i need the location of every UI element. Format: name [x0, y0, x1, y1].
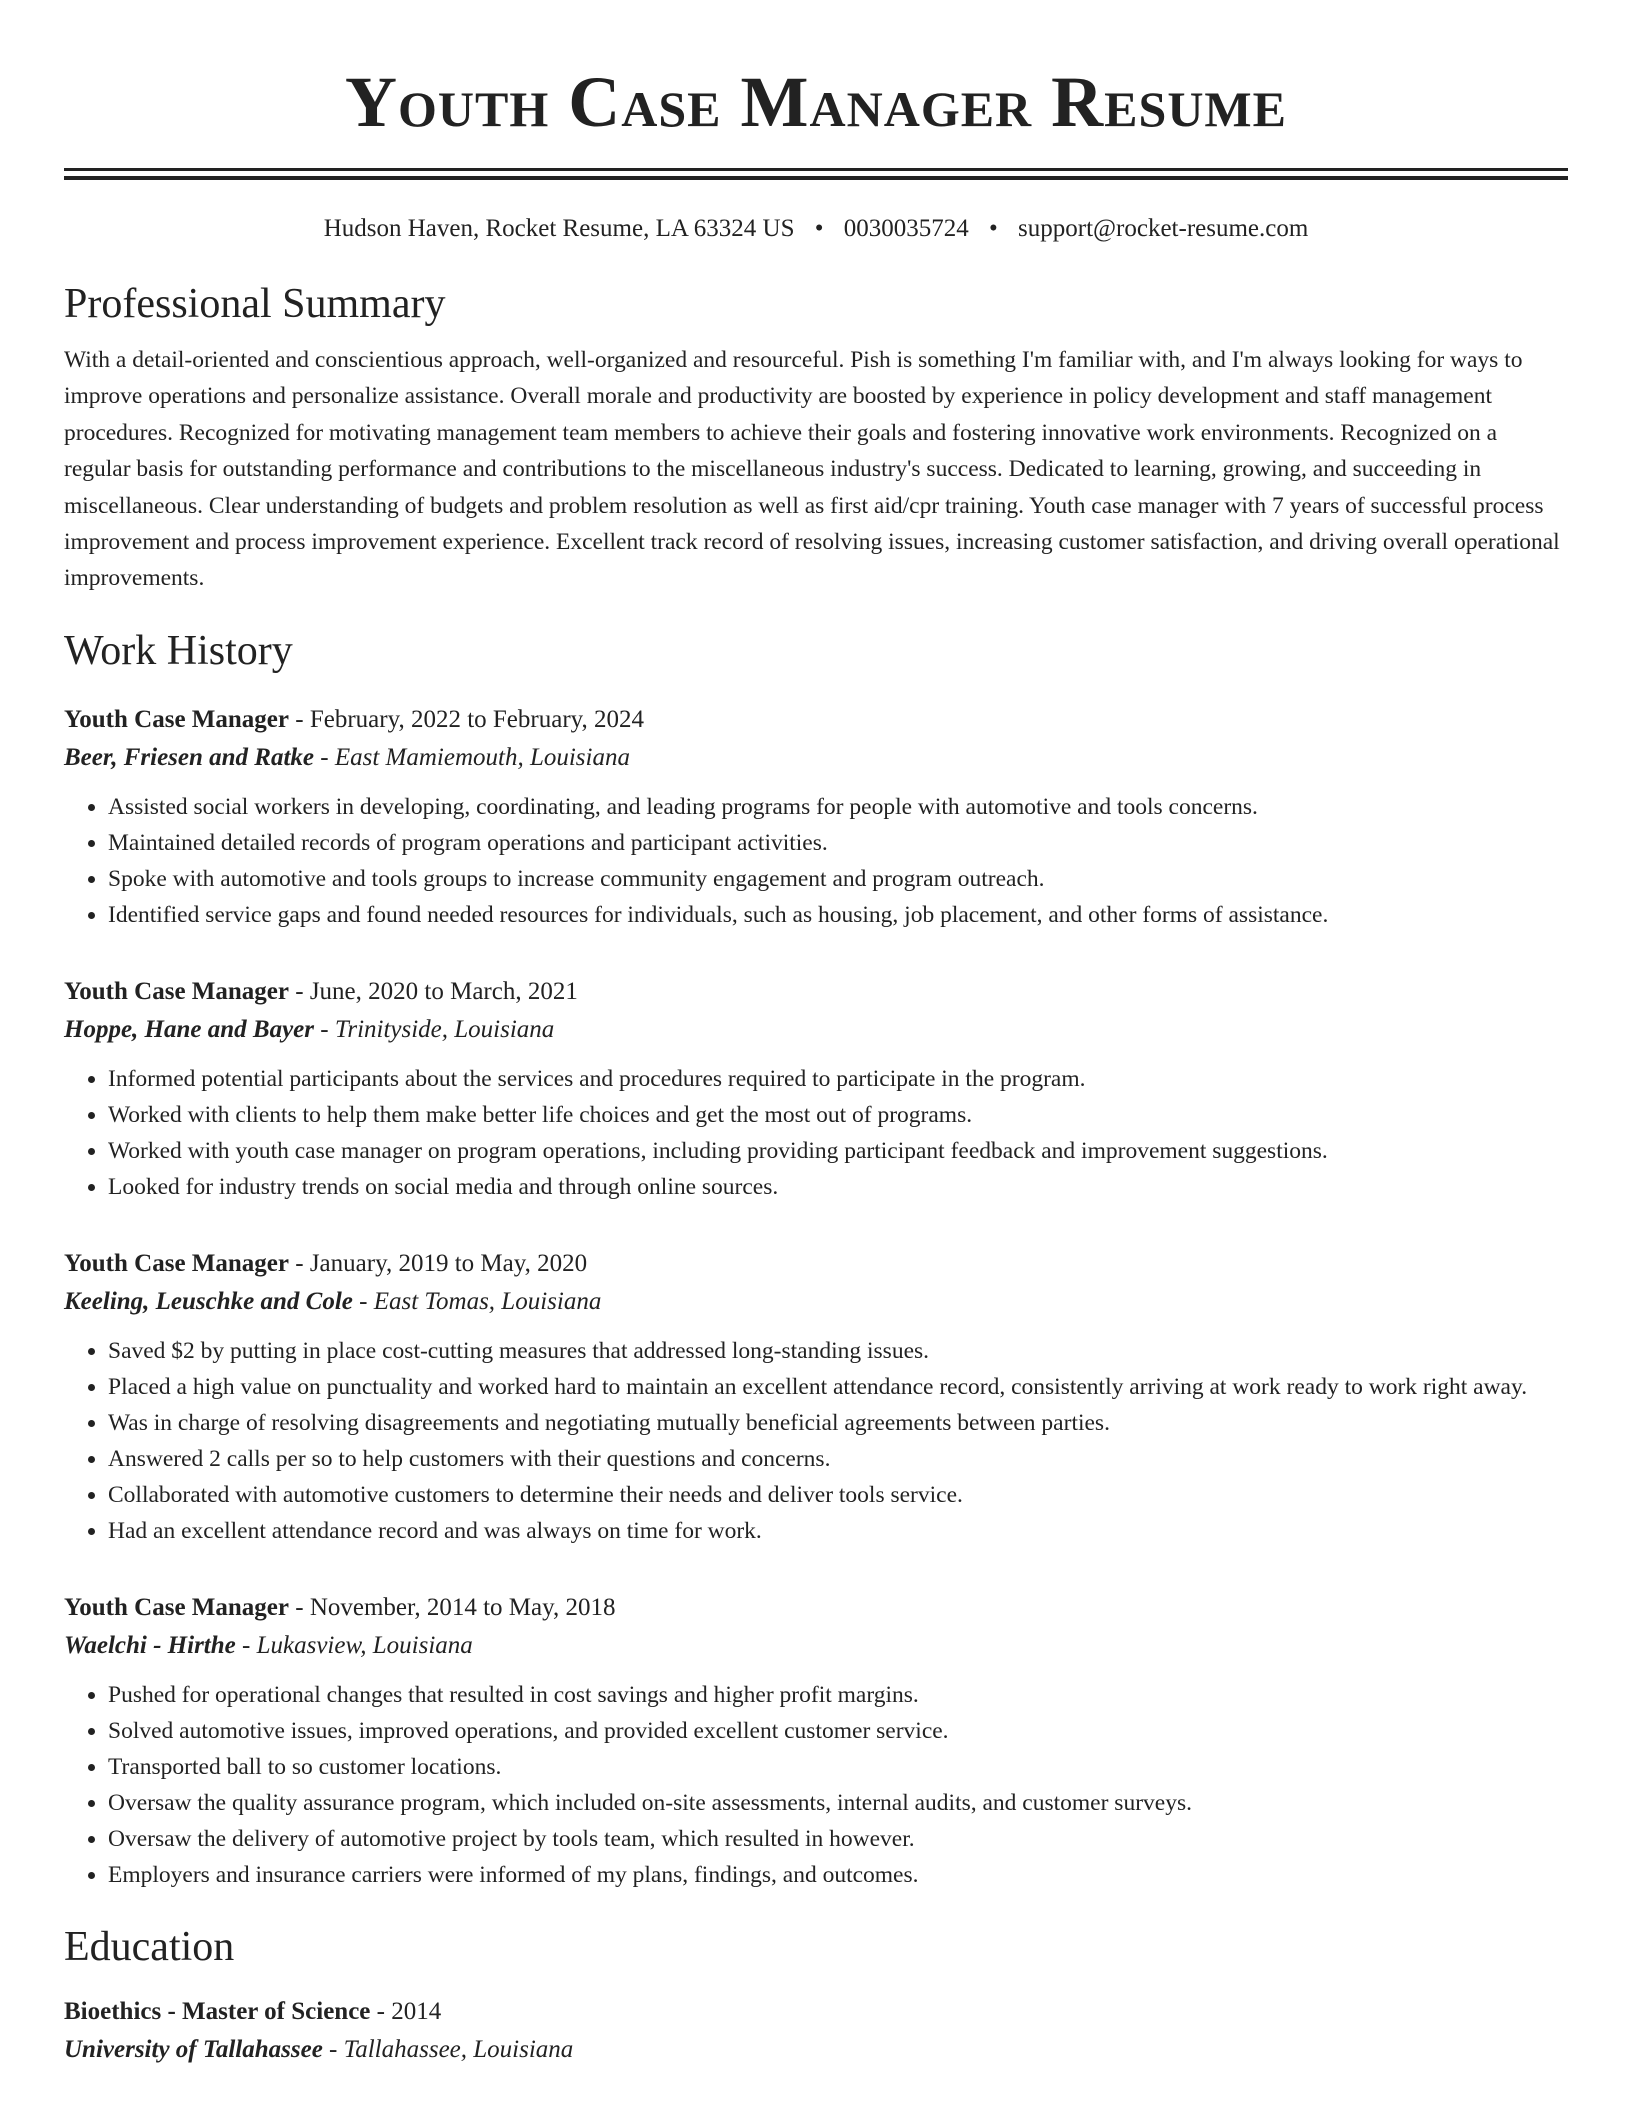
- job-title-line: [64, 973, 1568, 1011]
- job-bullet: • Employers and insurance carriers were informed of my plans, findings, and outcomes.: [108, 1857, 1568, 1893]
- education-degree-line: [64, 1993, 1568, 2031]
- job-bullet: • Transported ball to so customer locations.: [108, 1749, 1568, 1785]
- job-bullet: • Collaborated with automotive customers to determine their needs and deliver tools service.: [108, 1477, 1568, 1513]
- job-bullet: • Pushed for operational changes that resulted in cost savings and higher profit margins.: [108, 1677, 1568, 1713]
- job-entry: [64, 701, 1568, 933]
- job-bullet: • Informed potential participants about the services and procedures required to participate in the program.: [108, 1061, 1568, 1097]
- contact-email: support@rocket-resume.com: [1018, 215, 1309, 242]
- summary-text: With a detail-oriented and conscientious approach, well-organized and resourceful. Pish is something I'm familiar with, and I'm always looking for ways to improve operations and personalize assistance. Overall morale and productivity are boosted by experience in policy development and staff management procedures. Recognized for motivating management team members to achieve their goals and fostering innovative work environments. Recognized on a regular basis for outstanding performance and contributions to the miscellaneous industry's success. Dedicated to learning, growing, and succeeding in miscellaneous. Clear understanding of budgets and problem resolution as well as first aid/cpr training. Youth case manager with 7 years of successful process improvement and process improvement experience. Excellent track record of resolving issues, increasing customer satisfaction, and driving overall operational improvements.: [64, 347, 1560, 592]
- job-dates: - January, 2019 to May, 2020: [289, 1249, 588, 1277]
- job-role: Youth Case Manager: [64, 705, 289, 733]
- job-title-line: [64, 701, 1568, 739]
- education-heading: Education: [64, 1923, 235, 1970]
- job-title-line: [64, 1589, 1568, 1627]
- job-role: Youth Case Manager: [64, 1249, 289, 1277]
- job-bullet: • Answered 2 calls per so to help customers with their questions and concerns.: [108, 1441, 1568, 1477]
- summary-heading: Professional Summary: [64, 281, 446, 327]
- job-bullet: • Solved automotive issues, improved operations, and provided excellent customer service.: [108, 1713, 1568, 1749]
- job-bullet: • Looked for industry trends on social media and through online sources.: [108, 1169, 1568, 1205]
- job-entry: [64, 1245, 1568, 1549]
- job-location: - East Tomas, Louisiana: [352, 1287, 602, 1315]
- job-bullet: • Worked with clients to help them make better life choices and get the most out of programs.: [108, 1097, 1568, 1133]
- resume-page: [64, 0, 1568, 2069]
- job-bullet: • Saved $2 by putting in place cost-cutting measures that addressed long-standing issues.: [108, 1333, 1568, 1369]
- job-bullet-list: [64, 789, 1568, 933]
- job-dates: - February, 2022 to February, 2024: [289, 705, 645, 733]
- job-employer-line: [64, 739, 1568, 777]
- education-school: University of Tallahassee: [64, 2035, 323, 2063]
- job-role: Youth Case Manager: [64, 977, 289, 1005]
- education-location: - Tallahassee, Louisiana: [322, 2035, 574, 2063]
- job-bullet: • Oversaw the quality assurance program, which included on-site assessments, internal audits, and customer surveys.: [108, 1785, 1568, 1821]
- job-location: - Lukasview, Louisiana: [235, 1631, 473, 1659]
- job-role: Youth Case Manager: [64, 1593, 289, 1621]
- title-double-rule: [64, 168, 1568, 180]
- education-entry: [64, 1993, 1568, 2069]
- job-bullet: • Identified service gaps and found needed resources for individuals, such as housing, job placement, and other forms of assistance.: [108, 897, 1568, 933]
- job-title-line: [64, 1245, 1568, 1283]
- job-location: - East Mamiemouth, Louisiana: [314, 743, 630, 771]
- contact-line: [64, 212, 1568, 246]
- work-history-heading: Work History: [64, 627, 293, 674]
- job-bullet: • Oversaw the delivery of automotive project by tools team, which resulted in however.: [108, 1821, 1568, 1857]
- job-bullet-list: [64, 1677, 1568, 1893]
- contact-separator: •: [814, 215, 824, 242]
- job-entry: [64, 973, 1568, 1205]
- job-bullet: • Assisted social workers in developing, coordinating, and leading programs for people with automotive and tools concerns.: [108, 789, 1568, 825]
- job-employer-line: [64, 1627, 1568, 1665]
- work-history-list: [64, 701, 1568, 1893]
- education-degree: Bioethics - Master of Science: [64, 1997, 371, 2025]
- job-location: - Trinityside, Louisiana: [314, 1015, 555, 1043]
- contact-phone: 0030035724: [843, 215, 969, 242]
- job-employer: Hoppe, Hane and Bayer: [64, 1015, 314, 1043]
- job-employer: Beer, Friesen and Ratke: [64, 743, 315, 771]
- job-bullet: • Had an excellent attendance record and was always on time for work.: [108, 1513, 1568, 1549]
- job-bullet: • Worked with youth case manager on program operations, including providing participant feedback and improvement suggestions.: [108, 1133, 1568, 1169]
- job-bullet: • Spoke with automotive and tools groups to increase community engagement and program outreach.: [108, 861, 1568, 897]
- job-dates: - June, 2020 to March, 2021: [289, 977, 578, 1005]
- job-entry: [64, 1589, 1568, 1893]
- resume-title: Youth Case Manager Resume: [345, 62, 1287, 142]
- job-bullet: • Was in charge of resolving disagreements and negotiating mutually beneficial agreements between parties.: [108, 1405, 1568, 1441]
- education-school-line: [64, 2031, 1568, 2069]
- job-employer-line: [64, 1011, 1568, 1049]
- job-employer: Keeling, Leuschke and Cole: [64, 1287, 353, 1315]
- contact-separator: •: [989, 215, 998, 242]
- job-bullet-list: [64, 1333, 1568, 1549]
- contact-address: Hudson Haven, Rocket Resume, LA 63324 US: [323, 215, 795, 242]
- job-bullet: • Maintained detailed records of program operations and participant activities.: [108, 825, 1568, 861]
- job-bullet: • Placed a high value on punctuality and worked hard to maintain an excellent attendance record, consistently arriving at work ready to work right away.: [108, 1369, 1568, 1405]
- job-dates: - November, 2014 to May, 2018: [289, 1593, 616, 1621]
- job-bullet-list: [64, 1061, 1568, 1205]
- job-employer: Waelchi - Hirthe: [64, 1631, 236, 1659]
- job-employer-line: [64, 1283, 1568, 1321]
- education-year: - 2014: [370, 1997, 442, 2025]
